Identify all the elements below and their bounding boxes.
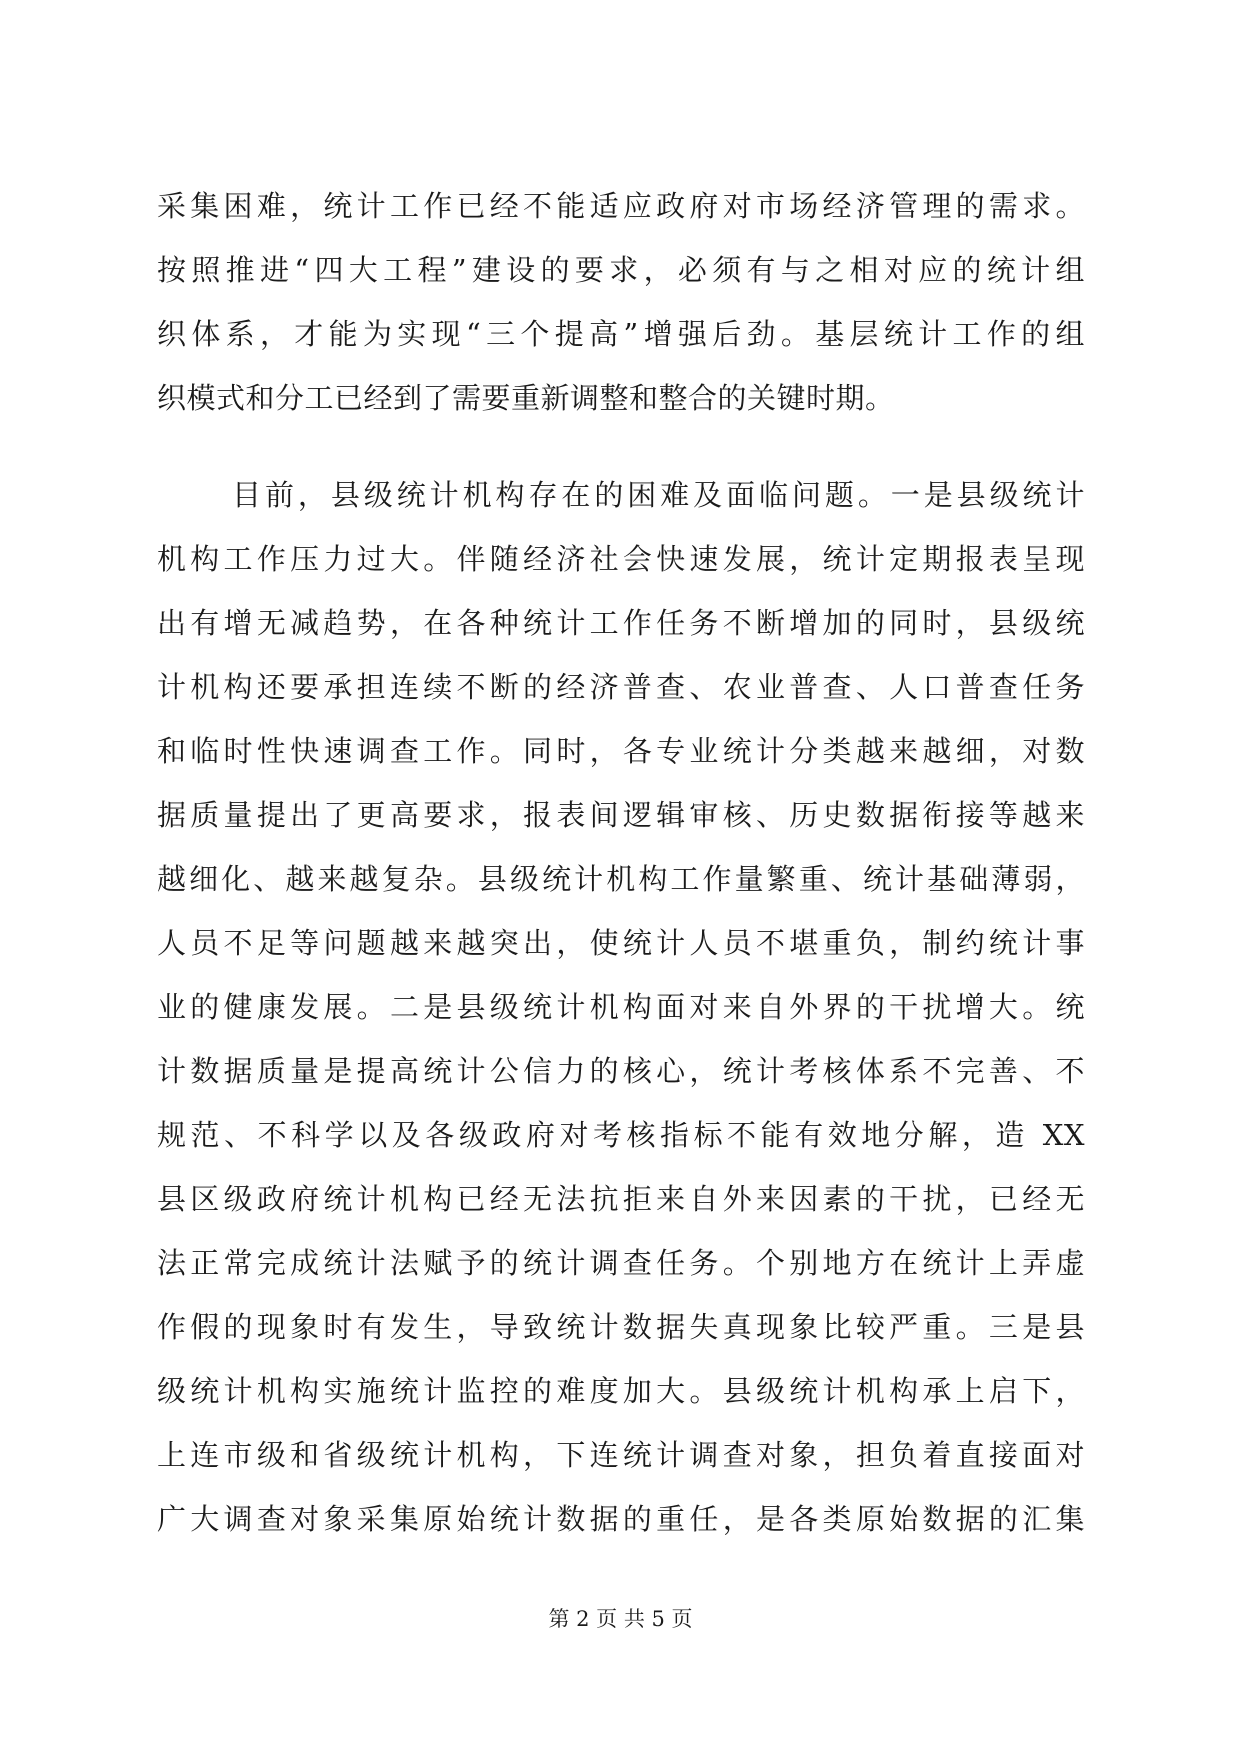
text-line: 广大调查对象采集原始统计数据的重任，是各类原始数据的汇集	[157, 1502, 1085, 1536]
text-line: 和临时性快速调查工作。同时，各专业统计分类越来越细，对数	[157, 734, 1085, 768]
paragraph-first-line: 目前，县级统计机构存在的困难及面临问题。一是县级统计	[232, 478, 1085, 512]
text-line: 计机构还要承担连续不断的经济普查、农业普查、人口普查任务	[157, 670, 1085, 704]
text-line: 规范、不科学以及各级政府对考核指标不能有效地分解，造 XX	[157, 1118, 1085, 1152]
text-line: 法正常完成统计法赋予的统计调查任务。个别地方在统计上弄虚	[157, 1246, 1085, 1280]
text-line: 机构工作压力过大。伴随经济社会快速发展，统计定期报表呈现	[157, 542, 1085, 576]
text-line: 采集困难，统计工作已经不能适应政府对市场经济管理的需求。	[157, 189, 1085, 223]
text-line: 作假的现象时有发生，导致统计数据失真现象比较严重。三是县	[157, 1310, 1085, 1344]
text-line: 据质量提出了更高要求，报表间逻辑审核、历史数据衔接等越来	[157, 798, 1085, 832]
text-line: 人员不足等问题越来越突出，使统计人员不堪重负，制约统计事	[157, 926, 1085, 960]
text-line: 按照推进“四大工程”建设的要求，必须有与之相对应的统计组	[157, 253, 1085, 287]
text-line: 织体系，才能为实现“三个提高”增强后劲。基层统计工作的组	[157, 317, 1085, 351]
text-line: 织模式和分工已经到了需要重新调整和整合的关键时期。	[157, 381, 895, 415]
page-number-footer: 第 2 页 共 5 页	[548, 1607, 693, 1631]
text-line: 出有增无减趋势，在各种统计工作任务不断增加的同时，县级统	[157, 606, 1085, 640]
text-line: 级统计机构实施统计监控的难度加大。县级统计机构承上启下，	[157, 1374, 1085, 1408]
text-line: 越细化、越来越复杂。县级统计机构工作量繁重、统计基础薄弱，	[157, 862, 1085, 896]
text-line: 县区级政府统计机构已经无法抗拒来自外来因素的干扰，已经无	[157, 1182, 1085, 1216]
text-line: 上连市级和省级统计机构，下连统计调查对象，担负着直接面对	[157, 1438, 1085, 1472]
text-line: 计数据质量是提高统计公信力的核心，统计考核体系不完善、不	[157, 1054, 1085, 1088]
text-line: 业的健康发展。二是县级统计机构面对来自外界的干扰增大。统	[157, 990, 1085, 1024]
